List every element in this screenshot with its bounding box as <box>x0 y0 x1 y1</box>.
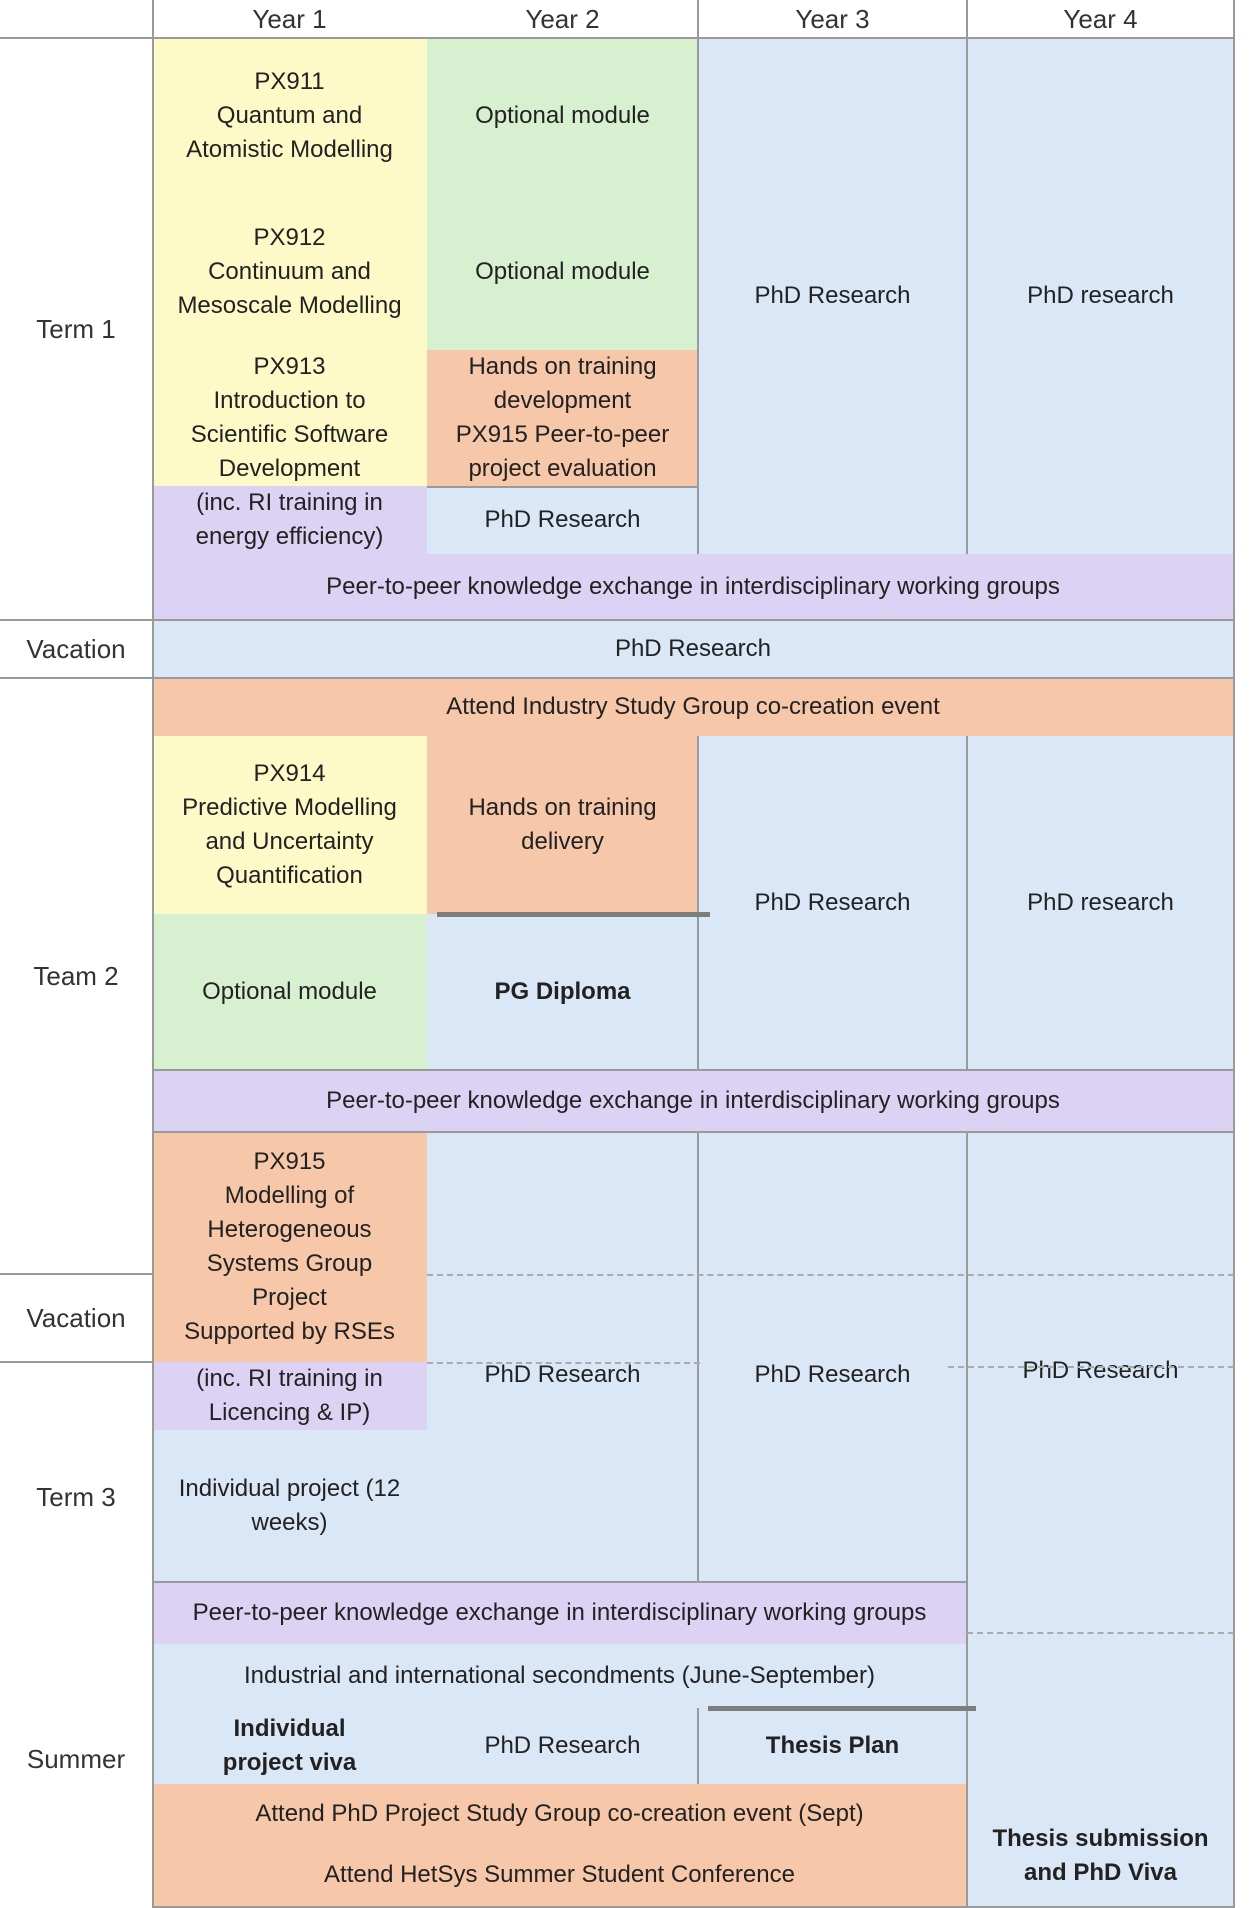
ri-training-energy: (inc. RI training in energy efficiency) <box>152 486 427 554</box>
grid-line <box>0 619 1235 621</box>
row-label-summer: Summer <box>26 1744 126 1774</box>
module-px911: PX911 Quantum and Atomistic Modelling <box>152 38 427 194</box>
phd-research-year3-term2: PhD Research <box>698 736 967 1070</box>
grid-line <box>697 0 699 554</box>
grid-line <box>152 0 154 1908</box>
peer-knowledge-exchange-1: Peer-to-peer knowledge exchange in interdisciplinary working groups <box>152 554 1234 620</box>
phd-project-study-group-event: Attend PhD Project Study Group co-creation event (Sept) <box>152 1784 967 1844</box>
grid-line <box>0 37 1235 39</box>
header-year-1: Year 1 <box>252 4 327 34</box>
phd-research-year4-term1: PhD research <box>967 38 1234 554</box>
dashed-line <box>948 1366 1234 1368</box>
row-label-team-2: Team 2 <box>33 961 119 991</box>
phd-research-year2-term3: PhD Research <box>427 1132 698 1582</box>
row-label-term-1: Term 1 <box>36 314 116 344</box>
grid-line <box>1233 0 1235 1908</box>
header-year-3: Year 3 <box>795 4 870 34</box>
phd-research-year4-term2: PhD research <box>967 736 1234 1070</box>
optional-module-1: Optional module <box>427 38 698 194</box>
module-px914: PX914 Predictive Modelling and Uncertainty Quantification <box>152 736 427 914</box>
grid-line <box>0 677 1235 679</box>
peer-knowledge-exchange-2: Peer-to-peer knowledge exchange in interdisciplinary working groups <box>152 1070 1234 1132</box>
header-year-2: Year 2 <box>525 4 600 34</box>
grid-line <box>966 1132 968 1906</box>
thesis-plan-separator <box>708 1706 976 1711</box>
grid-line <box>0 1361 152 1363</box>
ri-training-licencing: (inc. RI training in Licencing & IP) <box>152 1362 427 1430</box>
industry-study-group-event: Attend Industry Study Group co-creation event <box>152 678 1234 736</box>
dashed-line <box>967 1632 1234 1634</box>
row-label-vacation-2: Vacation <box>26 1303 126 1333</box>
grid-line <box>966 736 968 1070</box>
grid-line <box>152 1131 1235 1133</box>
grid-line <box>697 1132 699 1582</box>
phd-research-year3-term3: PhD Research <box>698 1132 967 1582</box>
optional-module-3: Optional module <box>152 914 427 1070</box>
header-year-4: Year 4 <box>1063 4 1138 34</box>
phd-research-year4-term3: PhD Research <box>967 1132 1234 1670</box>
individual-project: Individual project (12 weeks) <box>152 1430 427 1582</box>
phd-research-year2-summer: PhD Research <box>427 1708 698 1784</box>
phd-research-year2-term1: PhD Research <box>427 486 698 554</box>
grid-line <box>0 1273 152 1275</box>
grid-line <box>966 0 968 554</box>
dashed-line <box>427 1274 1234 1276</box>
peer-knowledge-exchange-3: Peer-to-peer knowledge exchange in interdisciplinary working groups <box>152 1582 967 1644</box>
grid-line <box>152 1581 967 1583</box>
industrial-secondments: Industrial and international secondments (June-September) <box>152 1644 967 1708</box>
thesis-plan: Thesis Plan <box>698 1708 967 1784</box>
grid-line <box>697 736 699 1070</box>
thesis-submission-and-viva: Thesis submission and PhD Viva <box>967 1670 1234 1906</box>
module-px915: PX915 Modelling of Heterogeneous Systems Group Project Supported by RSEs <box>152 1132 427 1362</box>
vacation-phd-research: PhD Research <box>152 620 1234 678</box>
pg-diploma: PG Diploma <box>427 914 698 1070</box>
diploma-separator <box>437 912 710 917</box>
hands-on-training-delivery: Hands on training delivery <box>427 736 698 914</box>
module-px913: PX913 Introduction to Scientific Software Development <box>152 350 427 486</box>
hetsys-summer-conference: Attend HetSys Summer Student Conference <box>152 1844 967 1906</box>
row-label-term-3: Term 3 <box>36 1482 116 1512</box>
optional-module-2: Optional module <box>427 194 698 350</box>
hands-on-training-development: Hands on training development PX915 Peer-to-peer project evaluation <box>427 350 698 486</box>
grid-line <box>152 1069 1235 1071</box>
grid-line <box>697 1708 699 1784</box>
phd-research-year3-term1: PhD Research <box>698 38 967 554</box>
grid-line <box>427 486 698 488</box>
dashed-line <box>427 1362 700 1364</box>
individual-project-viva: Individual project viva <box>152 1708 427 1784</box>
module-px912: PX912 Continuum and Mesoscale Modelling <box>152 194 427 350</box>
row-label-vacation-1: Vacation <box>26 634 126 664</box>
